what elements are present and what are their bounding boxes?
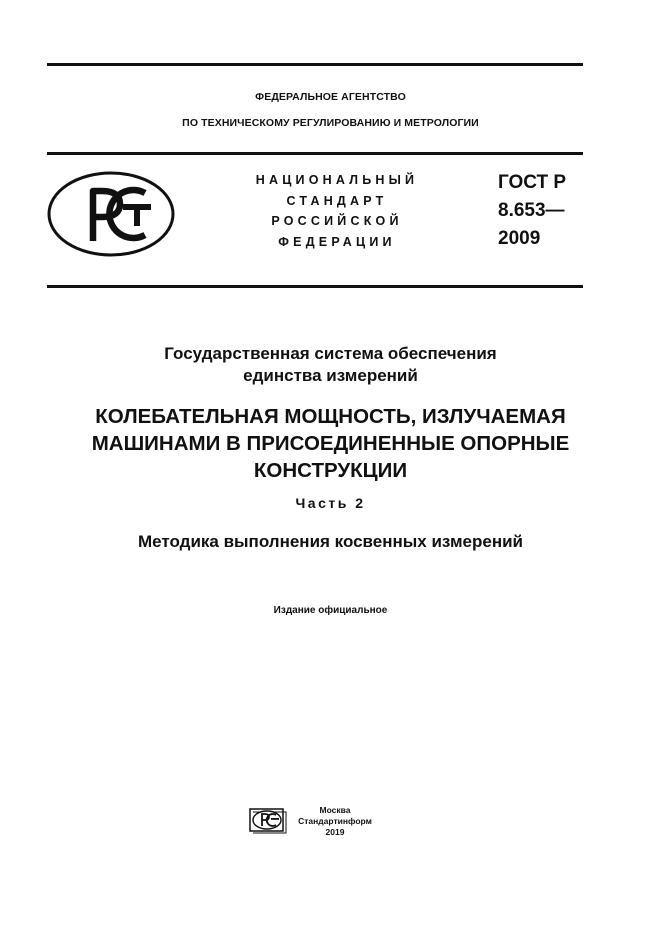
standard-number	[498, 169, 566, 253]
standartinform-logo-icon	[247, 806, 289, 839]
national-standard-line: ФЕДЕРАЦИИ	[278, 234, 396, 249]
document-title-line: КОНСТРУКЦИИ	[253, 459, 408, 482]
document-title-line: МАШИНАМИ В ПРИСОЕДИНЕННЫЕ ОПОРНЫЕ	[91, 432, 570, 455]
agency-line-1: ФЕДЕРАЛЬНОЕ АГЕНТСТВО	[255, 91, 406, 103]
document-title-line: КОЛЕБАТЕЛЬНАЯ МОЩНОСТЬ, ИЗЛУЧАЕМАЯ	[95, 405, 566, 428]
publisher-info	[293, 805, 377, 838]
gost-r-logo-icon	[47, 171, 175, 262]
standard-number-line: 8.653—	[498, 200, 565, 221]
standard-number-line: ГОСТ Р	[498, 172, 567, 193]
document-title	[40, 403, 621, 484]
national-standard-line: СТАНДАРТ	[286, 193, 388, 208]
header-rule	[47, 152, 583, 155]
top-rule	[47, 63, 583, 66]
part-label: Часть 2	[295, 495, 366, 511]
subtitle-line: единства измерений	[243, 366, 418, 385]
standard-number-line: 2009	[498, 228, 541, 249]
national-standard-label	[232, 170, 442, 252]
subtitle	[40, 343, 621, 387]
method-title: Методика выполнения косвенных измерений	[138, 532, 523, 551]
national-standard-line: РОССИЙСКОЙ	[271, 214, 403, 228]
title-rule	[47, 285, 583, 288]
subtitle-line: Государственная система обеспечения	[164, 344, 497, 363]
agency-line-2: ПО ТЕХНИЧЕСКОМУ РЕГУЛИРОВАНИЮ И МЕТРОЛОГИИ	[182, 117, 479, 129]
national-standard-line: НАЦИОНАЛЬНЫЙ	[255, 173, 419, 187]
publisher-year: 2019	[325, 827, 345, 837]
publisher-city: Москва	[319, 805, 351, 815]
edition-label: Издание официальное	[273, 605, 388, 616]
publisher-name: Стандартинформ	[298, 816, 372, 826]
